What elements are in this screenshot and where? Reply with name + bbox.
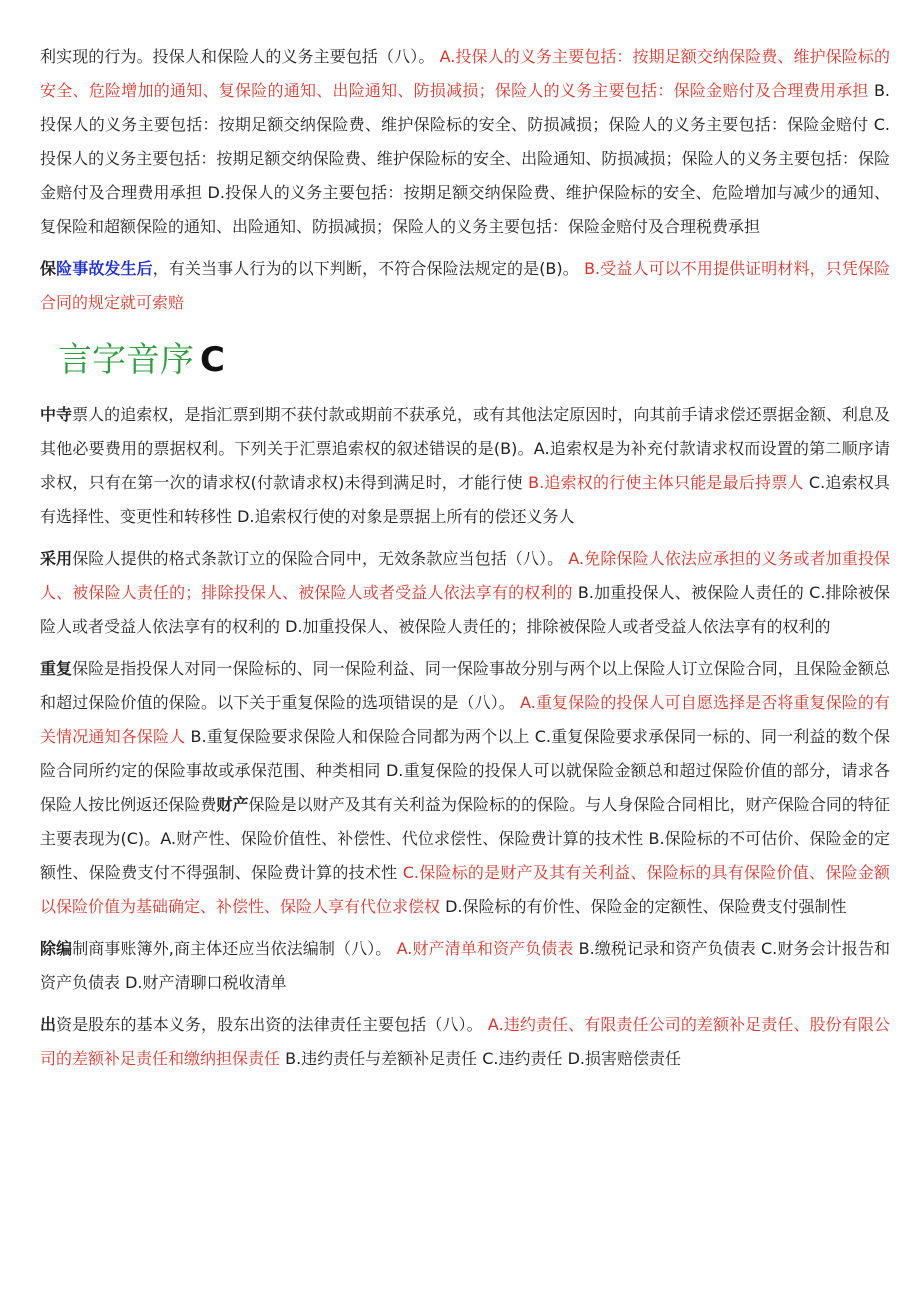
other-options: C.追索权具有选择性、变更性和转移性 D.追索权行使的对象是票据上所有的偿还义务人 [40,473,890,526]
question-text: ，有关当事人行为的以下判断，不符合保险法规定的是(B)。 [152,259,579,278]
question-head: 财产 [216,795,249,814]
question-text: 资是股东的基本义务，股东出资的法律责任主要包括（八）。 [56,1015,483,1034]
question-head-highlight: 险事故发生后 [56,259,153,278]
question-head: 出 [40,1015,57,1034]
question-text: 利实现的行为。投保人和保险人的义务主要包括（八）。 [40,47,435,66]
correct-answer: B.受益人可以不用提供证明材料，只凭保险合同的规定就可索赔 [40,259,890,312]
correct-answer: A.财产清单和资产负债表 [396,939,574,958]
other-options: B.投保人的义务主要包括：按期足额交纳保险费、维护保险标的安全、防损减损；保险人的义务主要包括：保险金赔付 C.投保人的义务主要包括：按期足额交纳保险费、维护保险标的安全、出险通知、防损减损；保险人的义务主要包括：保险金赔付及合理费用承担 D.投保人的义务主要包括：按期足额交纳保险费、维护保险标的安全、危险增加与减少的通知、复保险和超额保险的通知、出险通知、防损减损；保险人的义务主要包括：保险金赔付及合理税费承担 [40,81,890,236]
question-paragraph-4 [40,542,890,644]
correct-answer: C.保险标的是财产及其有关利益、保险标的具有保险价值、保险金额以保险价值为基础确定、补偿性、保险人享有代位求偿权 [40,863,890,916]
question-paragraph-2 [40,252,890,320]
section-letter: C [200,340,225,380]
correct-answer: A.免除保险人依法应承担的义务或者加重投保人、被保险人责任的；排除投保人、被保险人或者受益人依法享有的权利的 [40,549,890,602]
question-text: 制商事账簿外,商主体还应当依法编制（八）。 [72,939,392,958]
question-text: 保险人提供的格式条款订立的保险合同中，无效条款应当包括（八）。 [72,549,564,568]
document-page [40,40,890,1084]
question-head: 除编 [40,939,73,958]
other-options: D.保险标的有价性、保险金的定额性、保险费支付强制性 [445,897,847,916]
other-options: B.重复保险要求保险人和保险合同都为两个以上 C.重复保险要求承保同一标的、同一利益的数个保险合同所约定的保险事故或承保范围、种类相同 D.重复保险的投保人可以就保险金额总和超过保险价值的部分，请求各保险人按比例返还保险费 [40,727,890,814]
correct-answer: A.投保人的义务主要包括：按期足额交纳保险费、维护保险标的安全、危险增加的通知、复保险的通知、出险通知、防损减损；保险人的义务主要包括：保险金赔付及合理费用承担 [40,47,890,100]
question-paragraph-3 [40,398,890,534]
question-paragraph-5 [40,652,890,924]
question-paragraph-8 [40,1008,890,1076]
question-head: 采用 [40,549,73,568]
question-text: 保险是以财产及其有关利益为保险标的的保险。与人身保险合同相比，财产保险合同的特征主要表现为(C)。A.财产性、保险价值性、补偿性、代位求偿性、保险费计算的技术性 B.保险标的不可估价、保险金的定额性、保险费支付不得强制、保险费计算的技术性 [40,795,890,882]
correct-answer: A.违约责任、有限责任公司的差额补足责任、股份有限公司的差额补足责任和缴纳担保责任 [40,1015,890,1068]
question-text: 保险是指投保人对同一保险标的、同一保险利益、同一保险事故分别与两个以上保险人订立保险合同，且保险金额总和超过保险价值的保险。以下关于重复保险的选项错误的是（八）。 [40,659,890,712]
question-head: 中寺 [40,405,73,424]
section-title: 言字音序 [58,340,194,380]
question-head: 重复 [40,659,73,678]
question-paragraph-1 [40,40,890,244]
other-options: B.缴税记录和资产负债表 C.财务会计报告和资产负债表 D.财产清聊口税收清单 [40,939,890,992]
question-head: 保 [40,259,57,278]
question-paragraph-7 [40,932,890,1000]
correct-answer: B.追索权的行使主体只能是最后持票人 [528,473,804,492]
question-text: 票人的追索权，是指汇票到期不获付款或期前不获承兑，或有其他法定原因时，向其前手请求偿还票据金额、利息及其他必要费用的票据权利。下列关于汇票追索权的叙述错误的是(B)。A.追索权是为补充付款请求权而设置的第二顺序请求权，只有在第一次的请求权(付款请求权)未得到满足时，才能行使 [40,405,890,492]
correct-answer: A.重复保险的投保人可自愿选择是否将重复保险的有关情况通知各保险人 [40,693,890,746]
section-heading [58,332,890,388]
other-options: B.加重投保人、被保险人责任的 C.排除被保险人或者受益人依法享有的权利的 D.加重投保人、被保险人责任的；排除被保险人或者受益人依法享有的权利的 [40,583,890,636]
other-options: B.违约责任与差额补足责任 C.违约责任 D.损害赔偿责任 [285,1049,682,1068]
